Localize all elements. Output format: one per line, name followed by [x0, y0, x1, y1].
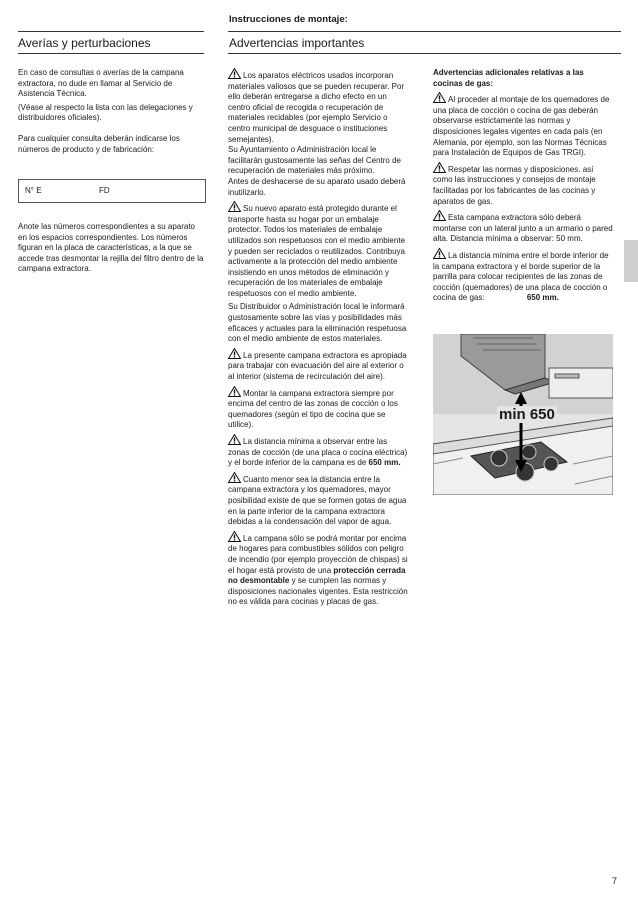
- warning-icon: [228, 472, 241, 483]
- installation-figure: [433, 334, 613, 495]
- title-rule-right: [228, 53, 621, 54]
- right-paragraph-2: Respetar las normas y disposiciones. así como las instrucciones y consejos de montaje facilitadas por los fabricantes de las cocinas y aparatos de gas.: [433, 164, 596, 206]
- middle-paragraph-1: Los aparatos eléctricos usados incorporan materiales valiosos que se pueden recuperar. Por ello deberán entregarse a dicho efecto en un centro oficial de recogida o recuperación de materiales recidables (por ejemplo Servicio o centro municipal de desguace o instituciones semejantes).: [228, 71, 405, 144]
- title-rule-left: [18, 53, 204, 54]
- warning-icon: [228, 386, 241, 397]
- right-paragraph-1: Al proceder al montaje de los quemadores de una placa de cocción o cocina de gas deberán observarse estrictamente las normas y disposiciones legales vigentes en cada país (en Alemania, por ejemplo, son las Normas Técnicas para Instalación de Equipos de Gas TRGI).: [433, 95, 610, 158]
- warning-icon: [228, 434, 241, 445]
- warning-icon: [433, 162, 446, 173]
- middle-paragraph-2: Su Ayuntamiento o Administración local le facilitarán gustosamente las señas del Centro de recuperación de materiales más próximo.: [228, 145, 401, 176]
- page-number: 7: [612, 876, 618, 886]
- section-title-averias: Averías y perturbaciones: [18, 36, 151, 50]
- warning-icon: [433, 248, 446, 259]
- warning-icon: [228, 201, 241, 212]
- gas-min-distance-value: 650 mm.: [526, 293, 559, 303]
- top-rule-left: [18, 31, 204, 32]
- left-paragraph-1: En caso de consultas o averías de la campana extractora, no dude en llamar al Servicio de Asistencia Técnica.: [18, 68, 184, 99]
- left-paragraph-4: Anote las números correspondientes a su aparato en los espacios correspondientes. Los números figuran en la placa de características, a la que se accede tras desmontar la rejilla del filtro dentro de la campana extractora.: [18, 222, 204, 274]
- top-rule-right: [228, 31, 621, 32]
- page-edge-tab: [624, 240, 638, 282]
- middle-paragraph-9: Cuanto menor sea la distancia entre la campana extractora y los quemadores, mayor posibilidad existe de que se formen gotas de agua en la parte inferior de la campana extractora debidas a la condensación del vapor de agua.: [228, 474, 407, 527]
- left-paragraph-3: Para cualquier consulta deberán indicarse los números de producto y de fabricación:: [18, 133, 180, 154]
- warning-icon: [228, 531, 241, 542]
- min-distance-value: 650 mm.: [368, 458, 401, 468]
- middle-paragraph-5: Su Distribuidor o Administración local le informará gustosamente sobre las vías y posibilidades más eficaces y actuales para la eliminación respetuosa con el medio ambiente de estos materiales.: [228, 302, 407, 344]
- right-paragraph-3: Esta campana extractora sólo deberá montarse con un lateral junto a un armario o pared alta. Distancia mínima a observar: 50 mm.: [433, 213, 613, 244]
- warning-icon: [433, 92, 446, 103]
- running-header: Instrucciones de montaje:: [229, 14, 348, 25]
- product-number-label: N° E: [25, 186, 42, 195]
- middle-paragraph-7: Montar la campana extractora siempre por encima del centro de las zonas de cocción o los quemadores (según el tipo de cocina que se utilice).: [228, 388, 398, 430]
- middle-paragraph-8: La distancia mínima a observar entre las zonas de cocción (de una placa o cocina eléctrica) y el borde inferior de la campana es de: [228, 437, 408, 468]
- middle-paragraph-3: Antes de deshacerse de su aparato usado deberá inutilizarlo.: [228, 176, 406, 197]
- middle-paragraph-10: La campana sólo se podrá montar por encima de hogares para combustibles sólidos con peligro de incendio (por ejemplo proyección de chispas) si el hogar está provisto de una: [228, 533, 408, 575]
- left-paragraph-2: (Véase al respecto la lista con las delegaciones y distribuidores oficiales).: [18, 102, 193, 123]
- warning-icon: [228, 348, 241, 359]
- product-number-box: [18, 179, 206, 203]
- section-title-advertencias: Advertencias importantes: [229, 36, 365, 50]
- closed-protection-emphasis: protección cerrada no desmontable: [228, 565, 406, 586]
- middle-paragraph-4: Su nuevo aparato está protegido durante el transporte hasta su hogar por un embalaje protector. Todos los materiales de embalaje utilizados son respetuosos con el medio ambiente y pueden ser reciclados o reutilizados. Contribuya activamente a la protección del medio ambiente insistiendo en unos métodos de eliminación y recuperación de los materiales de embalaje respetuosos con el medio ambiente.: [228, 204, 405, 298]
- gas-section-title: Advertencias adicionales relativas a las cocinas de gas:: [433, 68, 584, 88]
- left-column: [18, 68, 204, 158]
- middle-paragraph-6: La presente campana extractora es apropiada para trabajar con evacuación del aire al exterior o al interior (sistema de recirculación del aire).: [228, 350, 407, 382]
- middle-column: Los aparatos eléctricos usados incorporan materiales valiosos que se pueden recuperar. Por ello deberán entregarse a dicho efecto en un centro oficial de recogida o recuperación de materiales recidables (por ejemplo Servicio o centro municipal de desguace o instituciones semejantes). Su Ayuntamiento o Administración local le facilitarán gustosamente las señas del Centro de recuperación de materiales más próximo. Antes de deshacerse de su aparato usado deberá inutilizarlo. Su nuevo aparato está protegido durante el transporte hasta su hogar por un embalaje protector. Todos los materiales de embalaje utilizados son respetuosos con el medio ambiente y pueden ser reciclados o reutilizados. Contribuya activamente a la protección del medio ambiente insistiendo en unos métodos de eliminación y recuperación de los materiales de embalaje respetuosos con el medio ambiente. Su Distribuidor o Administración local le informará gustosamente sobre las vías y posibilidades más eficaces y actuales para la eliminación respetuosa con el medio ambiente de estos materiales. La presente campana extractora es apropiada para trabajar con evacuación del aire al exterior o al interior (sistema de recirculación del aire). Montar la campana extractora siempre por encima del centro de las zonas de cocción o los quemadores (según el tipo de cocina que se utilice). La distancia mínima a observar entre las zonas de cocción (de una placa o cocina eléctrica) y el borde inferior de la campana es de 650 mm. Cuanto menor sea la distancia entre la campana extractora y los quemadores, mayor posibilidad existe de que se formen gotas de agua en la parte inferior de la campana extractora debidas a la condensación del vapor de agua. La campana sólo se podrá montar por encima de hogares para combustibles sólidos con peligro de incendio (por ejemplo proyección de chispas) si el hogar está provisto de una protección cerrada no desmontable y se cumplen las normas y disposiciones nacionales vigentes. Esta restricción no es válida para cocinas y placas de gas.: [228, 68, 410, 611]
- production-number-label: FD: [99, 186, 110, 195]
- figure-distance-label: min 650: [499, 406, 555, 423]
- warning-icon: [433, 210, 446, 221]
- right-paragraph-4: La distancia mínima entre el borde inferior de la campana extractora y el borde superior de la parrilla para colocar recipientes de las zonas de cocción (quemadores) de una placa de cocción o cocina de gas:: [433, 250, 609, 303]
- right-column: [433, 68, 613, 307]
- warning-icon: [228, 68, 241, 79]
